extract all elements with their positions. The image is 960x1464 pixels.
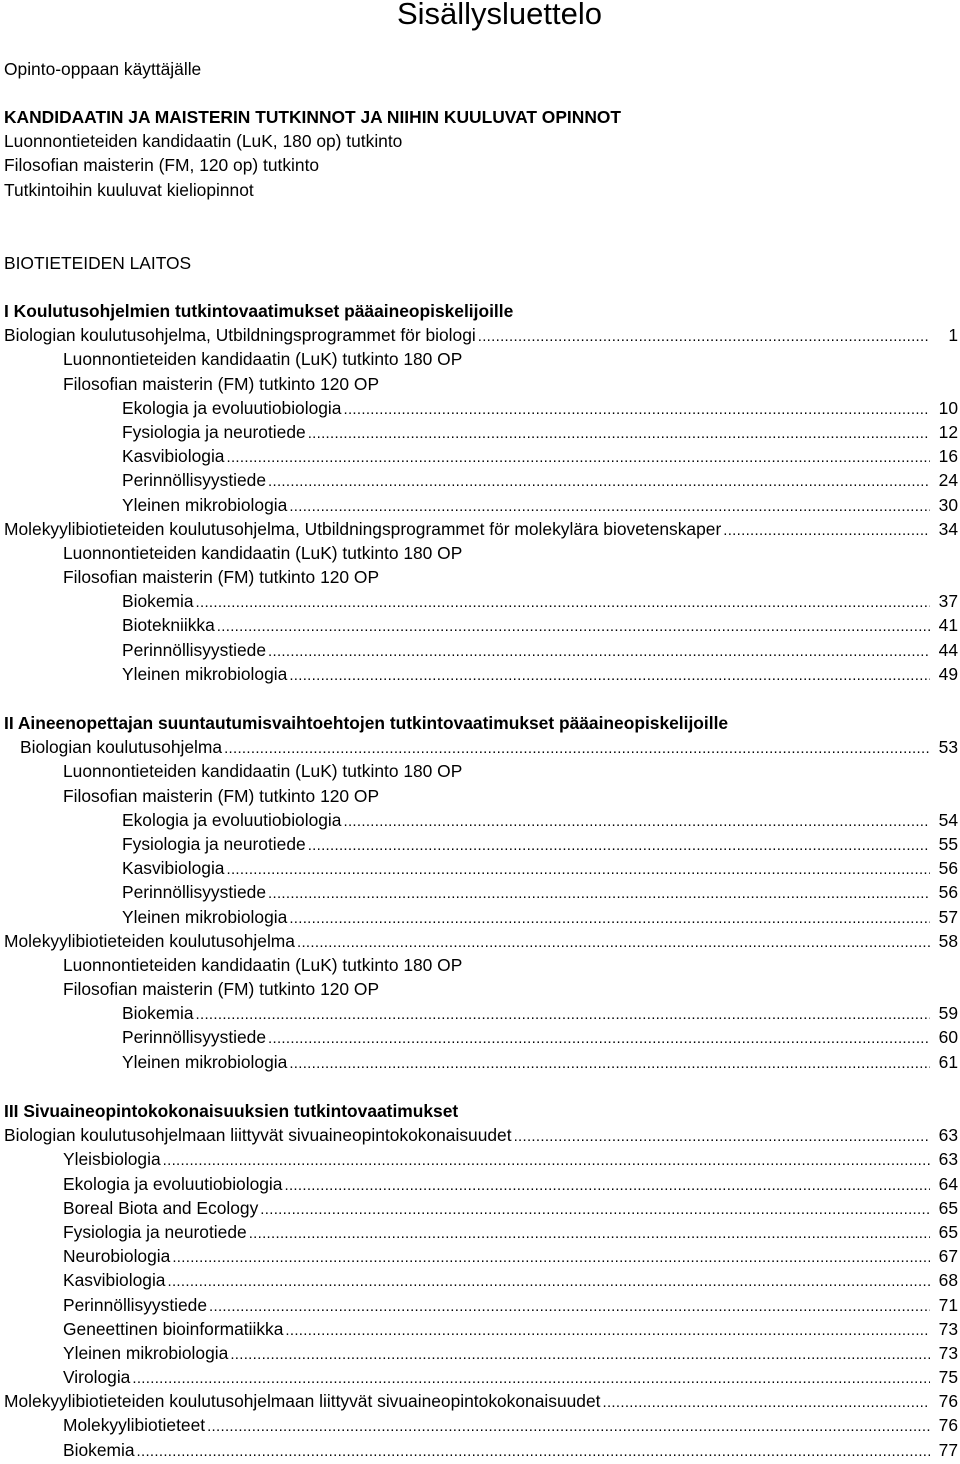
toc-label: Yleinen mikrobiologia: [122, 663, 288, 684]
leader-dots: [268, 470, 930, 494]
leader-dots: [723, 519, 930, 543]
page-number: 37: [938, 591, 958, 612]
toc-label: Luonnontieteiden kandidaatin (LuK) tutkinto 180 OP: [63, 761, 463, 782]
toc-entry[interactable]: [4, 1025, 958, 1049]
toc-label: Ekologia ja evoluutiobiologia: [122, 397, 342, 418]
section-2-heading[interactable]: [4, 711, 958, 735]
toc-label: III Sivuaineopintokokonaisuuksien tutkintovaatimukset: [4, 1101, 459, 1121]
toc-entry[interactable]: [4, 1001, 958, 1025]
page-number: 76: [938, 1391, 958, 1412]
toc-entry[interactable]: [4, 1172, 958, 1196]
leader-dots: [226, 858, 930, 882]
general-heading[interactable]: [4, 105, 958, 129]
general-block: [4, 105, 958, 202]
toc-label: Biologian koulutusohjelmaan liittyvät sivuaineopintokokonaisuudet: [4, 1125, 512, 1146]
toc-entry[interactable]: [4, 613, 958, 637]
toc-entry[interactable]: [4, 662, 958, 686]
page-number: 49: [938, 663, 958, 684]
section-1-heading[interactable]: [4, 299, 958, 323]
leader-dots: [137, 1440, 930, 1464]
toc-entry[interactable]: [4, 953, 958, 977]
toc-label: Ekologia ja evoluutiobiologia: [122, 809, 342, 830]
dept-block: [4, 251, 958, 275]
toc-label: Kasvibiologia: [63, 1270, 166, 1291]
toc-entry[interactable]: [4, 541, 958, 565]
toc-entry[interactable]: [4, 1220, 958, 1244]
toc-label: Fysiologia ja neurotiede: [63, 1221, 247, 1242]
page-number: 65: [938, 1197, 958, 1218]
leader-dots: [284, 1174, 930, 1198]
toc-label: Luonnontieteiden kandidaatin (LuK, 180 op) tutkinto: [4, 131, 403, 152]
leader-dots: [268, 882, 930, 906]
toc-label: Luonnontieteiden kandidaatin (LuK) tutkinto 180 OP: [63, 542, 463, 563]
page-title: Sisällysluettelo: [396, 0, 602, 31]
toc-label: Perinnöllisyystiede: [122, 470, 267, 491]
leader-dots: [132, 1367, 930, 1391]
toc-entry[interactable]: [4, 1268, 958, 1292]
toc-entry[interactable]: [4, 808, 958, 832]
toc-label: Biokemia: [122, 1003, 194, 1024]
toc-label: BIOTIETEIDEN LAITOS: [4, 253, 192, 273]
leader-dots: [249, 1222, 930, 1246]
leader-dots: [289, 907, 930, 931]
toc-entry[interactable]: [4, 1050, 958, 1074]
page-number: 77: [938, 1439, 958, 1460]
page-number: 54: [938, 809, 958, 830]
toc-entry[interactable]: [4, 1438, 958, 1462]
toc-label: Luonnontieteiden kandidaatin (LuK) tutkinto 180 OP: [63, 349, 463, 370]
toc-entry[interactable]: [4, 565, 958, 589]
leader-dots: [478, 325, 930, 349]
leader-dots: [602, 1391, 930, 1415]
page-number: 16: [938, 446, 958, 467]
leader-dots: [343, 810, 930, 834]
leader-dots: [308, 422, 930, 446]
toc-entry[interactable]: [4, 880, 958, 904]
toc-entry[interactable]: [4, 929, 958, 953]
toc-entry[interactable]: [4, 905, 958, 929]
toc-entry[interactable]: [4, 832, 958, 856]
toc-entry[interactable]: [4, 323, 958, 347]
toc-entry[interactable]: [4, 1365, 958, 1389]
toc-entry[interactable]: [4, 1293, 958, 1317]
page-number: 24: [938, 470, 958, 491]
leader-dots: [196, 1003, 930, 1027]
toc-label: Biologian koulutusohjelma, Utbildningsprogrammet för biologi: [4, 325, 476, 346]
toc-entry[interactable]: [4, 977, 958, 1001]
page-number: 41: [938, 615, 958, 636]
toc-label: Yleinen mikrobiologia: [63, 1342, 229, 1363]
toc-label: Virologia: [63, 1367, 131, 1388]
toc-entry[interactable]: [4, 1413, 958, 1437]
page-number: 30: [938, 494, 958, 515]
page-number: 68: [938, 1270, 958, 1291]
toc-label: Filosofian maisterin (FM, 120 op) tutkinto: [4, 155, 320, 176]
section-3: [4, 1099, 958, 1462]
page-number: 67: [938, 1246, 958, 1267]
toc-label: Perinnöllisyystiede: [122, 639, 267, 660]
toc-entry[interactable]: [4, 1317, 958, 1341]
toc-label: Filosofian maisterin (FM) tutkinto 120 OP: [63, 785, 380, 806]
page-number: 12: [938, 421, 958, 442]
toc-label: Molekyylibiotieteiden koulutusohjelmaan liittyvät sivuaineopintokokonaisuudet: [4, 1391, 601, 1412]
toc-label: Opinto-oppaan käyttäjälle: [4, 59, 202, 79]
toc-label: I Koulutusohjelmien tutkintovaatimukset pääaineopiskelijoille: [4, 301, 514, 321]
toc-label: KANDIDAATIN JA MAISTERIN TUTKINNOT JA NIIHIN KUULUVAT OPINNOT: [4, 107, 622, 127]
leader-dots: [289, 664, 930, 688]
toc-entry[interactable]: [4, 178, 958, 202]
toc-entry[interactable]: [4, 493, 958, 517]
toc-label: Biologian koulutusohjelma: [20, 737, 223, 758]
toc-entry[interactable]: [4, 1341, 958, 1365]
section-1: [4, 299, 958, 686]
toc-entry[interactable]: [4, 1147, 958, 1171]
page-number: 61: [938, 1051, 958, 1072]
toc-label: Molekyylibiotieteiden koulutusohjelma, Utbildningsprogrammet för molekylära biovetenskaper: [4, 518, 722, 539]
leader-dots: [167, 1270, 930, 1294]
leader-dots: [289, 495, 930, 519]
intro-block: [4, 57, 958, 81]
toc-label: Biotekniikka: [122, 615, 215, 636]
toc-label: Geneettinen bioinformatiikka: [63, 1318, 284, 1339]
page-number: 73: [938, 1342, 958, 1363]
page-number: 64: [938, 1173, 958, 1194]
page-number: 63: [938, 1149, 958, 1170]
leader-dots: [268, 640, 930, 664]
dept-heading[interactable]: [4, 251, 958, 275]
toc-entry[interactable]: [4, 444, 958, 468]
leader-dots: [230, 1343, 930, 1367]
leader-dots: [217, 615, 930, 639]
toc-label: Fysiologia ja neurotiede: [122, 421, 306, 442]
page-number: 76: [938, 1415, 958, 1436]
page-number: 59: [938, 1003, 958, 1024]
toc-label: Perinnöllisyystiede: [122, 1027, 267, 1048]
toc-entry[interactable]: [4, 589, 958, 613]
leader-dots: [285, 1319, 930, 1343]
toc-label: II Aineenopettajan suuntautumisvaihtoehtojen tutkintovaatimukset pääaineopiskelijoille: [4, 713, 729, 733]
leader-dots: [226, 446, 930, 470]
leader-dots: [207, 1415, 930, 1439]
toc-label: Biokemia: [63, 1439, 135, 1460]
leader-dots: [209, 1295, 930, 1319]
toc-label: Kasvibiologia: [122, 858, 225, 879]
page-number: 53: [938, 737, 958, 758]
toc-entry[interactable]: [4, 638, 958, 662]
leader-dots: [308, 834, 930, 858]
toc-label: Tutkintoihin kuuluvat kieliopinnot: [4, 179, 254, 200]
page-number: 63: [938, 1125, 958, 1146]
toc-entry[interactable]: [4, 396, 958, 420]
toc-label: Perinnöllisyystiede: [122, 882, 267, 903]
leader-dots: [224, 737, 930, 761]
toc-label: Fysiologia ja neurotiede: [122, 833, 306, 854]
toc-label: Biokemia: [122, 591, 194, 612]
toc-label: Neurobiologia: [63, 1246, 171, 1267]
toc-entry[interactable]: [4, 372, 958, 396]
page-number: 60: [938, 1027, 958, 1048]
toc-label: Molekyylibiotieteet: [63, 1415, 206, 1436]
intro-line[interactable]: [4, 57, 958, 81]
page-number: 57: [938, 906, 958, 927]
page-number: 56: [938, 882, 958, 903]
toc-label: Yleinen mikrobiologia: [122, 494, 288, 515]
page-number: 73: [938, 1318, 958, 1339]
toc-label: Molekyylibiotieteiden koulutusohjelma: [4, 930, 295, 951]
leader-dots: [268, 1027, 930, 1051]
page-number: 71: [938, 1294, 958, 1315]
toc-entry[interactable]: [4, 1196, 958, 1220]
toc-label: Boreal Biota and Ecology: [63, 1197, 259, 1218]
page-number: 75: [938, 1367, 958, 1388]
page-number: 56: [938, 858, 958, 879]
page-number: 65: [938, 1221, 958, 1242]
toc-entry[interactable]: [4, 1123, 958, 1147]
section-3-heading[interactable]: [4, 1099, 958, 1123]
leader-dots: [196, 591, 930, 615]
toc-entry[interactable]: [4, 153, 958, 177]
toc-label: Filosofian maisterin (FM) tutkinto 120 OP: [63, 567, 380, 588]
toc-entry[interactable]: [4, 735, 958, 759]
page-number: 1: [948, 325, 958, 346]
page-number: 34: [938, 518, 958, 539]
toc-entry[interactable]: [4, 517, 958, 541]
leader-dots: [514, 1125, 930, 1149]
toc-label: Filosofian maisterin (FM) tutkinto 120 OP: [63, 979, 380, 1000]
page-number: 10: [938, 397, 958, 418]
leader-dots: [343, 398, 930, 422]
leader-dots: [260, 1198, 930, 1222]
toc-entry[interactable]: [4, 759, 958, 783]
toc-label: Filosofian maisterin (FM) tutkinto 120 OP: [63, 373, 380, 394]
toc-label: Yleinen mikrobiologia: [122, 1051, 288, 1072]
toc-entry[interactable]: [4, 129, 958, 153]
toc-entry[interactable]: [4, 347, 958, 371]
toc-entry[interactable]: [4, 1389, 958, 1413]
toc-label: Ekologia ja evoluutiobiologia: [63, 1173, 283, 1194]
page-number: 44: [938, 639, 958, 660]
page-number: 58: [938, 930, 958, 951]
toc-label: Yleisbiologia: [63, 1149, 161, 1170]
toc-label: Perinnöllisyystiede: [63, 1294, 208, 1315]
toc-label: Yleinen mikrobiologia: [122, 906, 288, 927]
toc-label: Luonnontieteiden kandidaatin (LuK) tutkinto 180 OP: [63, 954, 463, 975]
toc-entry[interactable]: [4, 784, 958, 808]
leader-dots: [297, 931, 930, 955]
leader-dots: [289, 1052, 930, 1076]
toc-entry[interactable]: [4, 1244, 958, 1268]
toc-entry[interactable]: [4, 420, 958, 444]
leader-dots: [172, 1246, 930, 1270]
toc-entry[interactable]: [4, 468, 958, 492]
leader-dots: [163, 1149, 930, 1173]
section-2: [4, 711, 958, 1074]
page-number: 55: [938, 833, 958, 854]
toc-entry[interactable]: [4, 856, 958, 880]
toc-label: Kasvibiologia: [122, 446, 225, 467]
